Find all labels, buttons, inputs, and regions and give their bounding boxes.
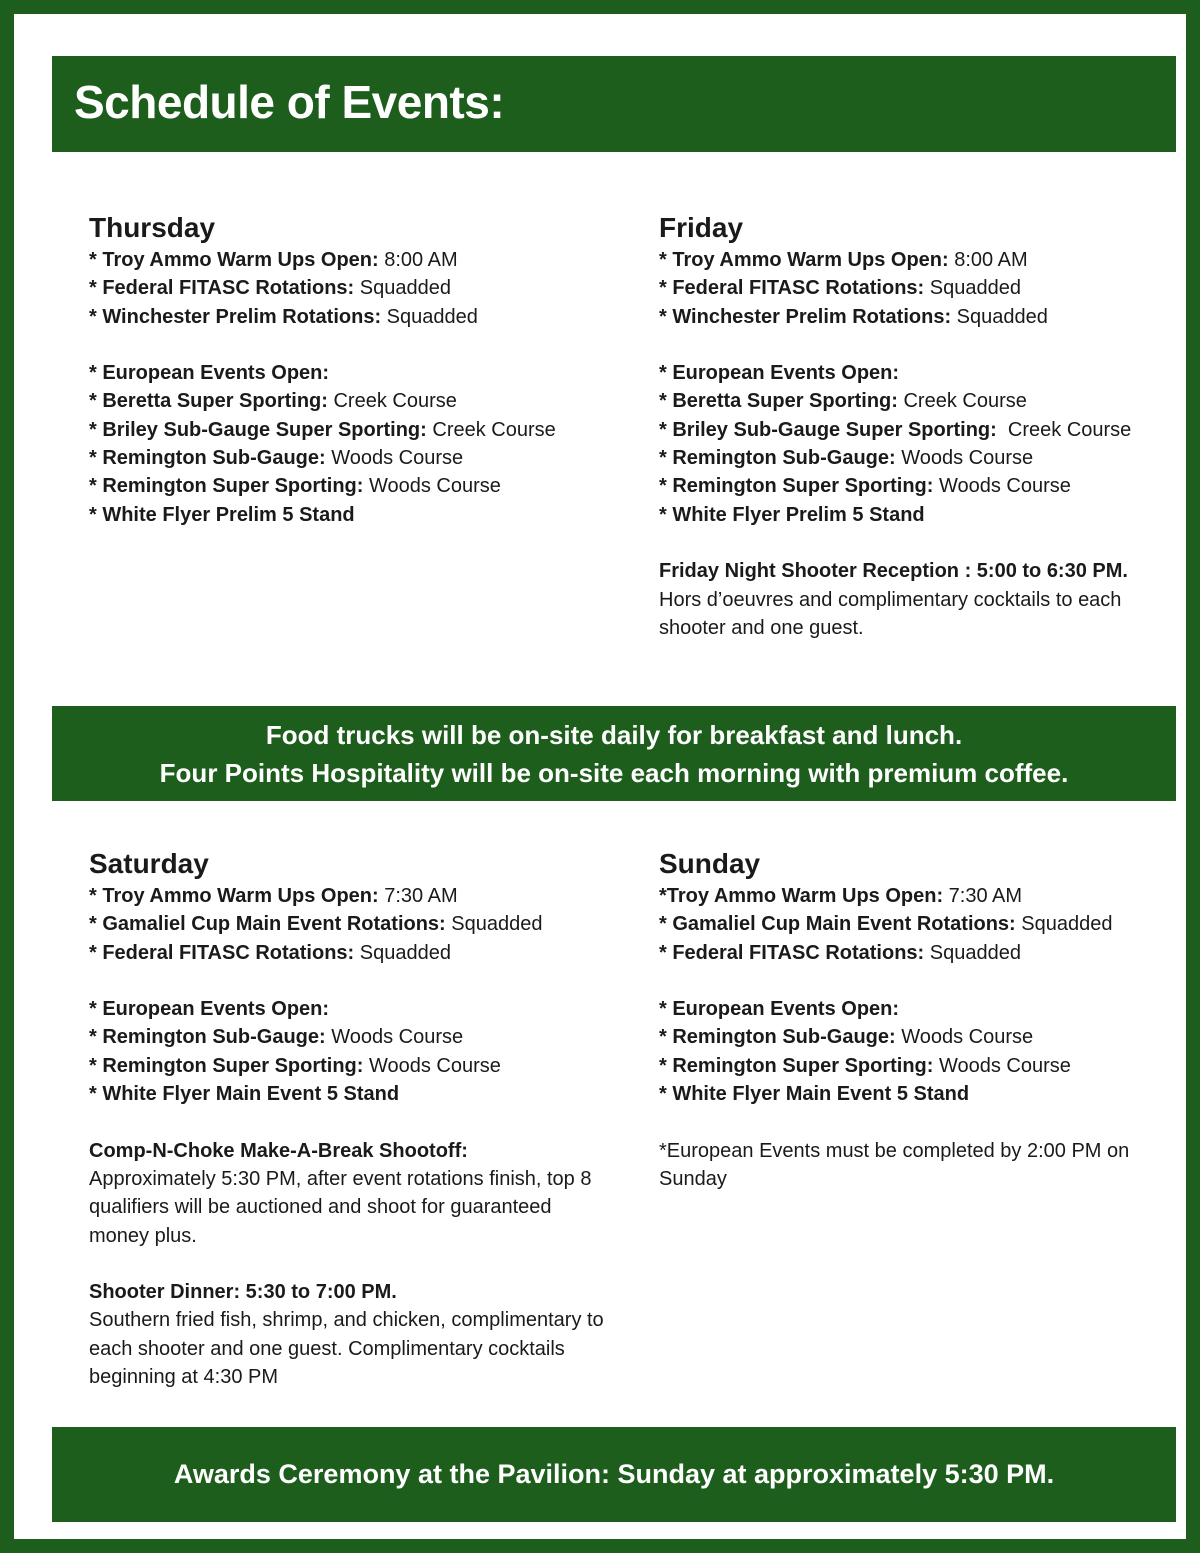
schedule-line [659, 1080, 1200, 1108]
line-key: * Gamaliel Cup Main Event Rotations: [659, 913, 1016, 936]
schedule-line [659, 995, 1200, 1023]
schedule-line [659, 387, 1200, 415]
schedule-line [89, 1023, 649, 1051]
line-value: Woods Course [363, 1054, 501, 1077]
line-key: * Beretta Super Sporting: [659, 390, 898, 413]
line-key: * Remington Sub-Gauge: [89, 1026, 326, 1049]
line-value: Squadded [445, 913, 543, 936]
line-value: Woods Course [895, 1026, 1034, 1049]
line-key: * Remington Sub-Gauge: [659, 447, 896, 470]
line-key: * Federal FITASC Rotations: [89, 941, 355, 964]
line-value: Creek Course [996, 418, 1132, 441]
schedule-line [659, 910, 1200, 938]
day-heading-friday: Friday [659, 212, 744, 243]
spacer [89, 1108, 649, 1136]
friday-section [659, 210, 1200, 642]
line-key: *Troy Ammo Warm Ups Open: [659, 885, 944, 907]
line-key: * Federal FITASC Rotations: [659, 277, 925, 300]
line-value: Woods Course [933, 1054, 1071, 1077]
schedule-line [659, 501, 1200, 529]
schedule-line [659, 939, 1200, 967]
line-value: Woods Course [895, 447, 1034, 470]
line-key: * Gamaliel Cup Main Event Rotations: [89, 913, 446, 936]
reception-title: Friday Night Shooter Reception : 5:00 to 6:30 PM. [659, 560, 1128, 583]
day-heading-saturday: Saturday [89, 848, 209, 879]
line-key: * Federal FITASC Rotations: [659, 941, 925, 964]
line-key: * Troy Ammo Warm Ups Open: [659, 249, 949, 271]
dinner-body: Southern fried fish, shrimp, and chicken, complimentary to each shooter and one guest. Complimentary cocktails beginning at 4:30 PM [89, 1309, 604, 1389]
schedule-line [659, 444, 1200, 472]
line-key: * Troy Ammo Warm Ups Open: [89, 249, 379, 271]
reception-body: Hors d’oeuvres and complimentary cocktails to each shooter and one guest. [659, 588, 1122, 639]
schedule-line [89, 472, 649, 500]
line-value: Creek Course [426, 418, 556, 441]
line-value: Woods Course [325, 1026, 464, 1049]
line-key: * Remington Super Sporting: [89, 475, 364, 498]
line-key: * European Events Open: [659, 998, 900, 1021]
schedule-line [89, 501, 649, 529]
day-heading-thursday: Thursday [89, 212, 216, 243]
line-key: * Remington Super Sporting: [659, 1054, 934, 1077]
line-key: * White Flyer Main Event 5 Stand [659, 1083, 970, 1106]
page-title: Schedule of Events: [74, 76, 505, 128]
line-key: * White Flyer Main Event 5 Stand [89, 1083, 400, 1106]
schedule-line [659, 246, 1200, 274]
line-value: 7:30 AM [378, 885, 458, 907]
schedule-line [89, 995, 649, 1023]
schedule-line [659, 1052, 1200, 1080]
line-value: Squadded [924, 941, 1021, 964]
title-banner [52, 56, 1176, 152]
european-deadline-note: *European Events must be completed by 2:00 PM on Sunday [659, 1139, 1130, 1190]
line-value: Squadded [924, 277, 1021, 300]
schedule-line [89, 246, 649, 274]
spacer [89, 1250, 649, 1278]
line-key: * Remington Sub-Gauge: [89, 447, 326, 470]
line-value: Squadded [951, 305, 1048, 328]
schedule-line [659, 359, 1200, 387]
schedule-line [659, 416, 1200, 444]
line-key: * European Events Open: [89, 998, 330, 1021]
schedule-line [659, 882, 1200, 910]
schedule-line [89, 910, 649, 938]
food-banner [52, 706, 1176, 801]
line-value: Woods Course [933, 475, 1071, 498]
awards-banner [52, 1427, 1176, 1522]
line-value: Squadded [354, 277, 451, 300]
day-heading-sunday: Sunday [659, 848, 761, 879]
line-key: * White Flyer Prelim 5 Stand [89, 503, 355, 526]
dinner-title: Shooter Dinner: 5:30 to 7:00 PM. [89, 1281, 397, 1304]
line-key: * European Events Open: [659, 362, 900, 385]
saturday-section [89, 846, 649, 1391]
schedule-line [89, 274, 649, 302]
line-value: Squadded [381, 305, 478, 328]
awards-banner-text: Awards Ceremony at the Pavilion: Sunday at approximately 5:30 PM. [173, 1459, 1055, 1489]
thursday-section [89, 210, 649, 529]
line-key: * White Flyer Prelim 5 Stand [659, 503, 925, 526]
line-value: 8:00 AM [378, 249, 458, 271]
food-banner-line1: Food trucks will be on-site daily for breakfast and lunch. [265, 720, 963, 750]
sunday-section [659, 846, 1200, 1193]
schedule-line [89, 416, 649, 444]
line-key: * Winchester Prelim Rotations: [659, 305, 952, 328]
schedule-line [659, 303, 1200, 331]
spacer [89, 331, 649, 359]
schedule-line [89, 387, 649, 415]
schedule-line [659, 1023, 1200, 1051]
line-key: * Remington Super Sporting: [89, 1054, 364, 1077]
schedule-line [659, 472, 1200, 500]
schedule-line [89, 1080, 649, 1108]
shootoff-title: Comp-N-Choke Make-A-Break Shootoff: [89, 1139, 468, 1162]
spacer [659, 1108, 1200, 1136]
line-value: Squadded [1015, 913, 1113, 936]
line-key: * Remington Super Sporting: [659, 475, 934, 498]
line-key: * Remington Sub-Gauge: [659, 1026, 896, 1049]
line-value: 8:00 AM [948, 249, 1028, 271]
schedule-line [89, 444, 649, 472]
line-value: Woods Course [325, 447, 464, 470]
line-key: * European Events Open: [89, 362, 330, 385]
schedule-line [89, 939, 649, 967]
line-key: * Beretta Super Sporting: [89, 390, 328, 413]
spacer [659, 967, 1200, 995]
line-value: Woods Course [363, 475, 501, 498]
line-key: * Federal FITASC Rotations: [89, 277, 355, 300]
line-key: * Winchester Prelim Rotations: [89, 305, 382, 328]
spacer [89, 967, 649, 995]
spacer [659, 529, 1200, 557]
line-value: Creek Course [327, 390, 457, 413]
schedule-line [659, 274, 1200, 302]
line-value: Creek Course [897, 390, 1027, 413]
schedule-line [89, 1052, 649, 1080]
shootoff-body: Approximately 5:30 PM, after event rotations finish, top 8 qualifiers will be auctioned and shoot for guaranteed money plus. [89, 1167, 592, 1247]
line-value: 7:30 AM [943, 885, 1023, 907]
food-banner-line2: Four Points Hospitality will be on-site each morning with premium coffee. [159, 758, 1069, 788]
line-value: Squadded [354, 941, 451, 964]
schedule-line [89, 303, 649, 331]
line-key: * Briley Sub-Gauge Super Sporting: [89, 418, 427, 441]
spacer [659, 331, 1200, 359]
schedule-line [89, 882, 649, 910]
line-key: * Briley Sub-Gauge Super Sporting: [659, 418, 997, 441]
line-key: * Troy Ammo Warm Ups Open: [89, 885, 379, 907]
schedule-line [89, 359, 649, 387]
